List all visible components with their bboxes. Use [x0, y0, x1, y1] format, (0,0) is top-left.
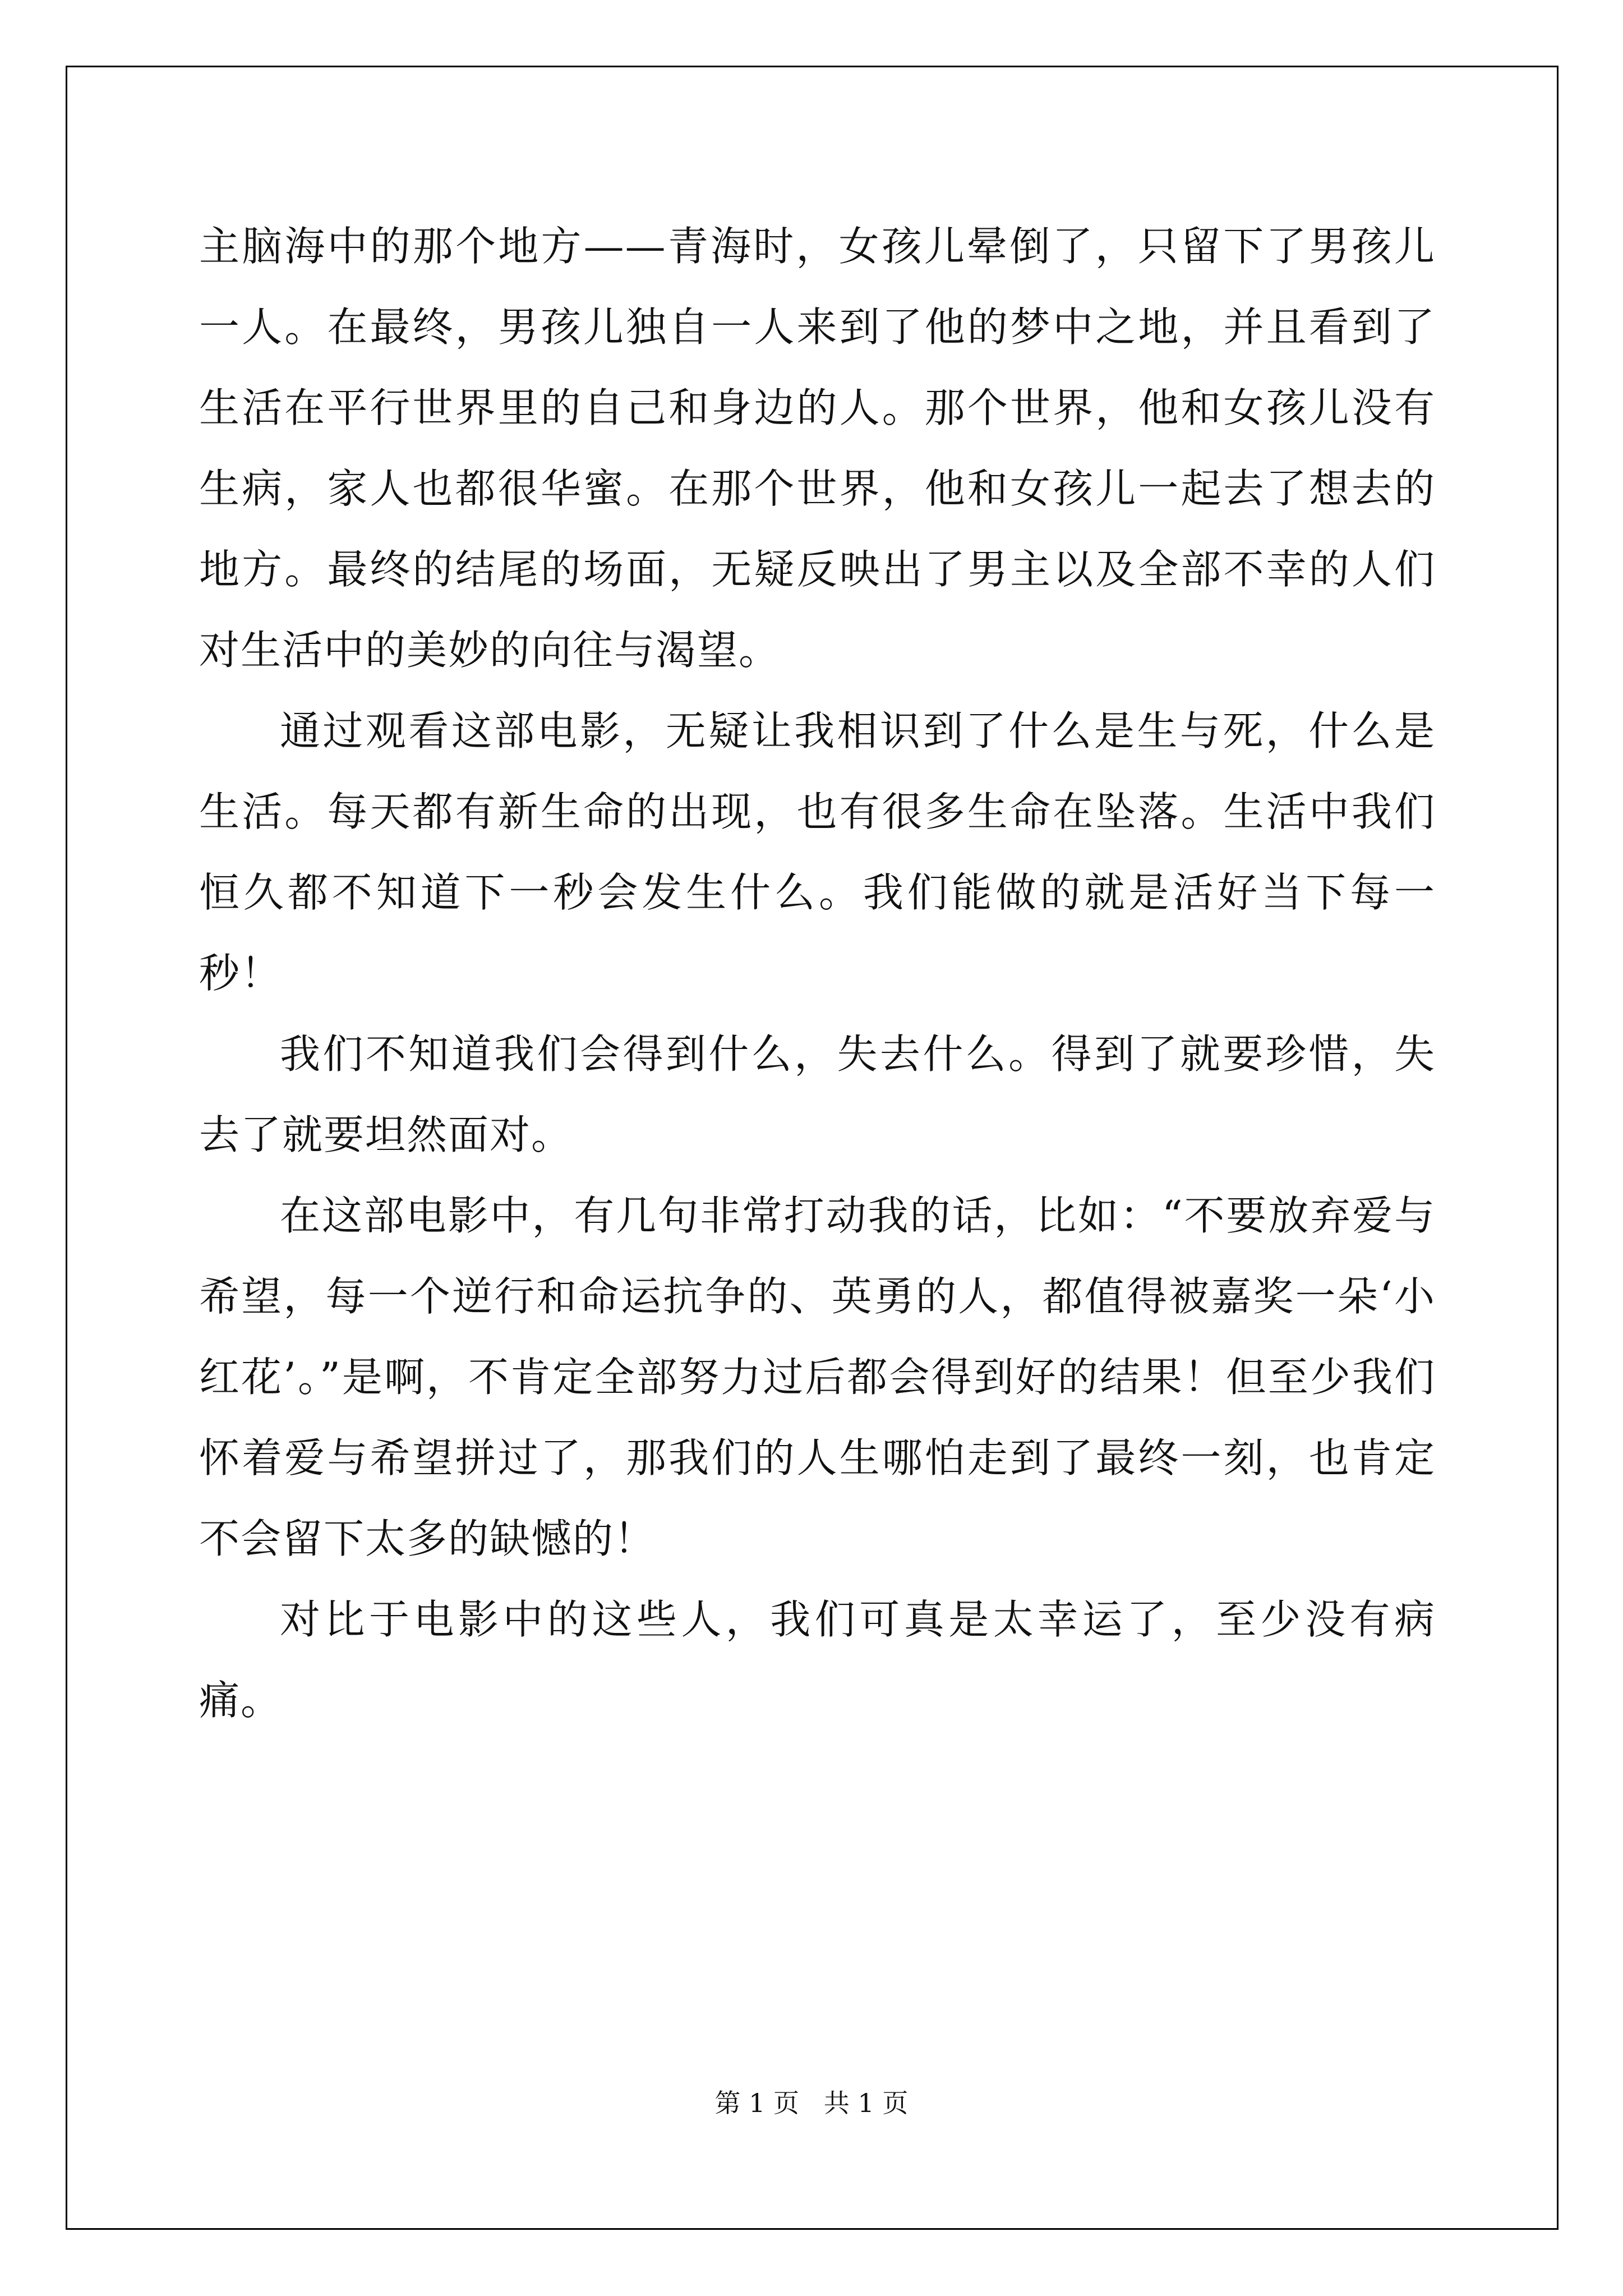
paragraph-2: 通过观看这部电影，无疑让我相识到了什么是生与死，什么是生活。每天都有新生命的出现，也有很多生命在坠落。生活中我们恒久都不知道下一秒会发生什么。我们能做的就是活好当下每一秒！ [199, 707, 1436, 997]
paragraph-4: 在这部电影中，有几句非常打动我的话，比如：“不要放弃爱与希望，每一个逆行和命运抗争的、英勇的人，都值得被嘉奖一朵‘小红花’。”是啊，不肯定全部努力过后都会得到好的结果！但至少我们怀着爱与希望拼过了，那我们的人生哪怕走到了最终一刻，也肯定不会留下太多的缺憾的！ [199, 1192, 1436, 1562]
paragraph-1: 主脑海中的那个地方——青海时，女孩儿晕倒了，只留下了男孩儿一人。在最终，男孩儿独自一人来到了他的梦中之地，并且看到了生活在平行世界里的自己和身边的人。那个世界，他和女孩儿没有生病，家人也都很华蜜。在那个世界，他和女孩儿一起去了想去的地方。最终的结尾的场面，无疑反映出了男主以及全部不幸的人们对生活中的美妙的向往与渴望。 [199, 223, 1436, 674]
paragraph-3: 我们不知道我们会得到什么，失去什么。得到了就要珍惜，失去了就要坦然面对。 [199, 1030, 1436, 1158]
document-body [199, 206, 1436, 1741]
paragraph-5: 对比于电影中的这些人，我们可真是太幸运了，至少没有病痛。 [199, 1596, 1436, 1724]
page-number-footer: 第 1 页 共 1 页 [714, 2088, 909, 2118]
